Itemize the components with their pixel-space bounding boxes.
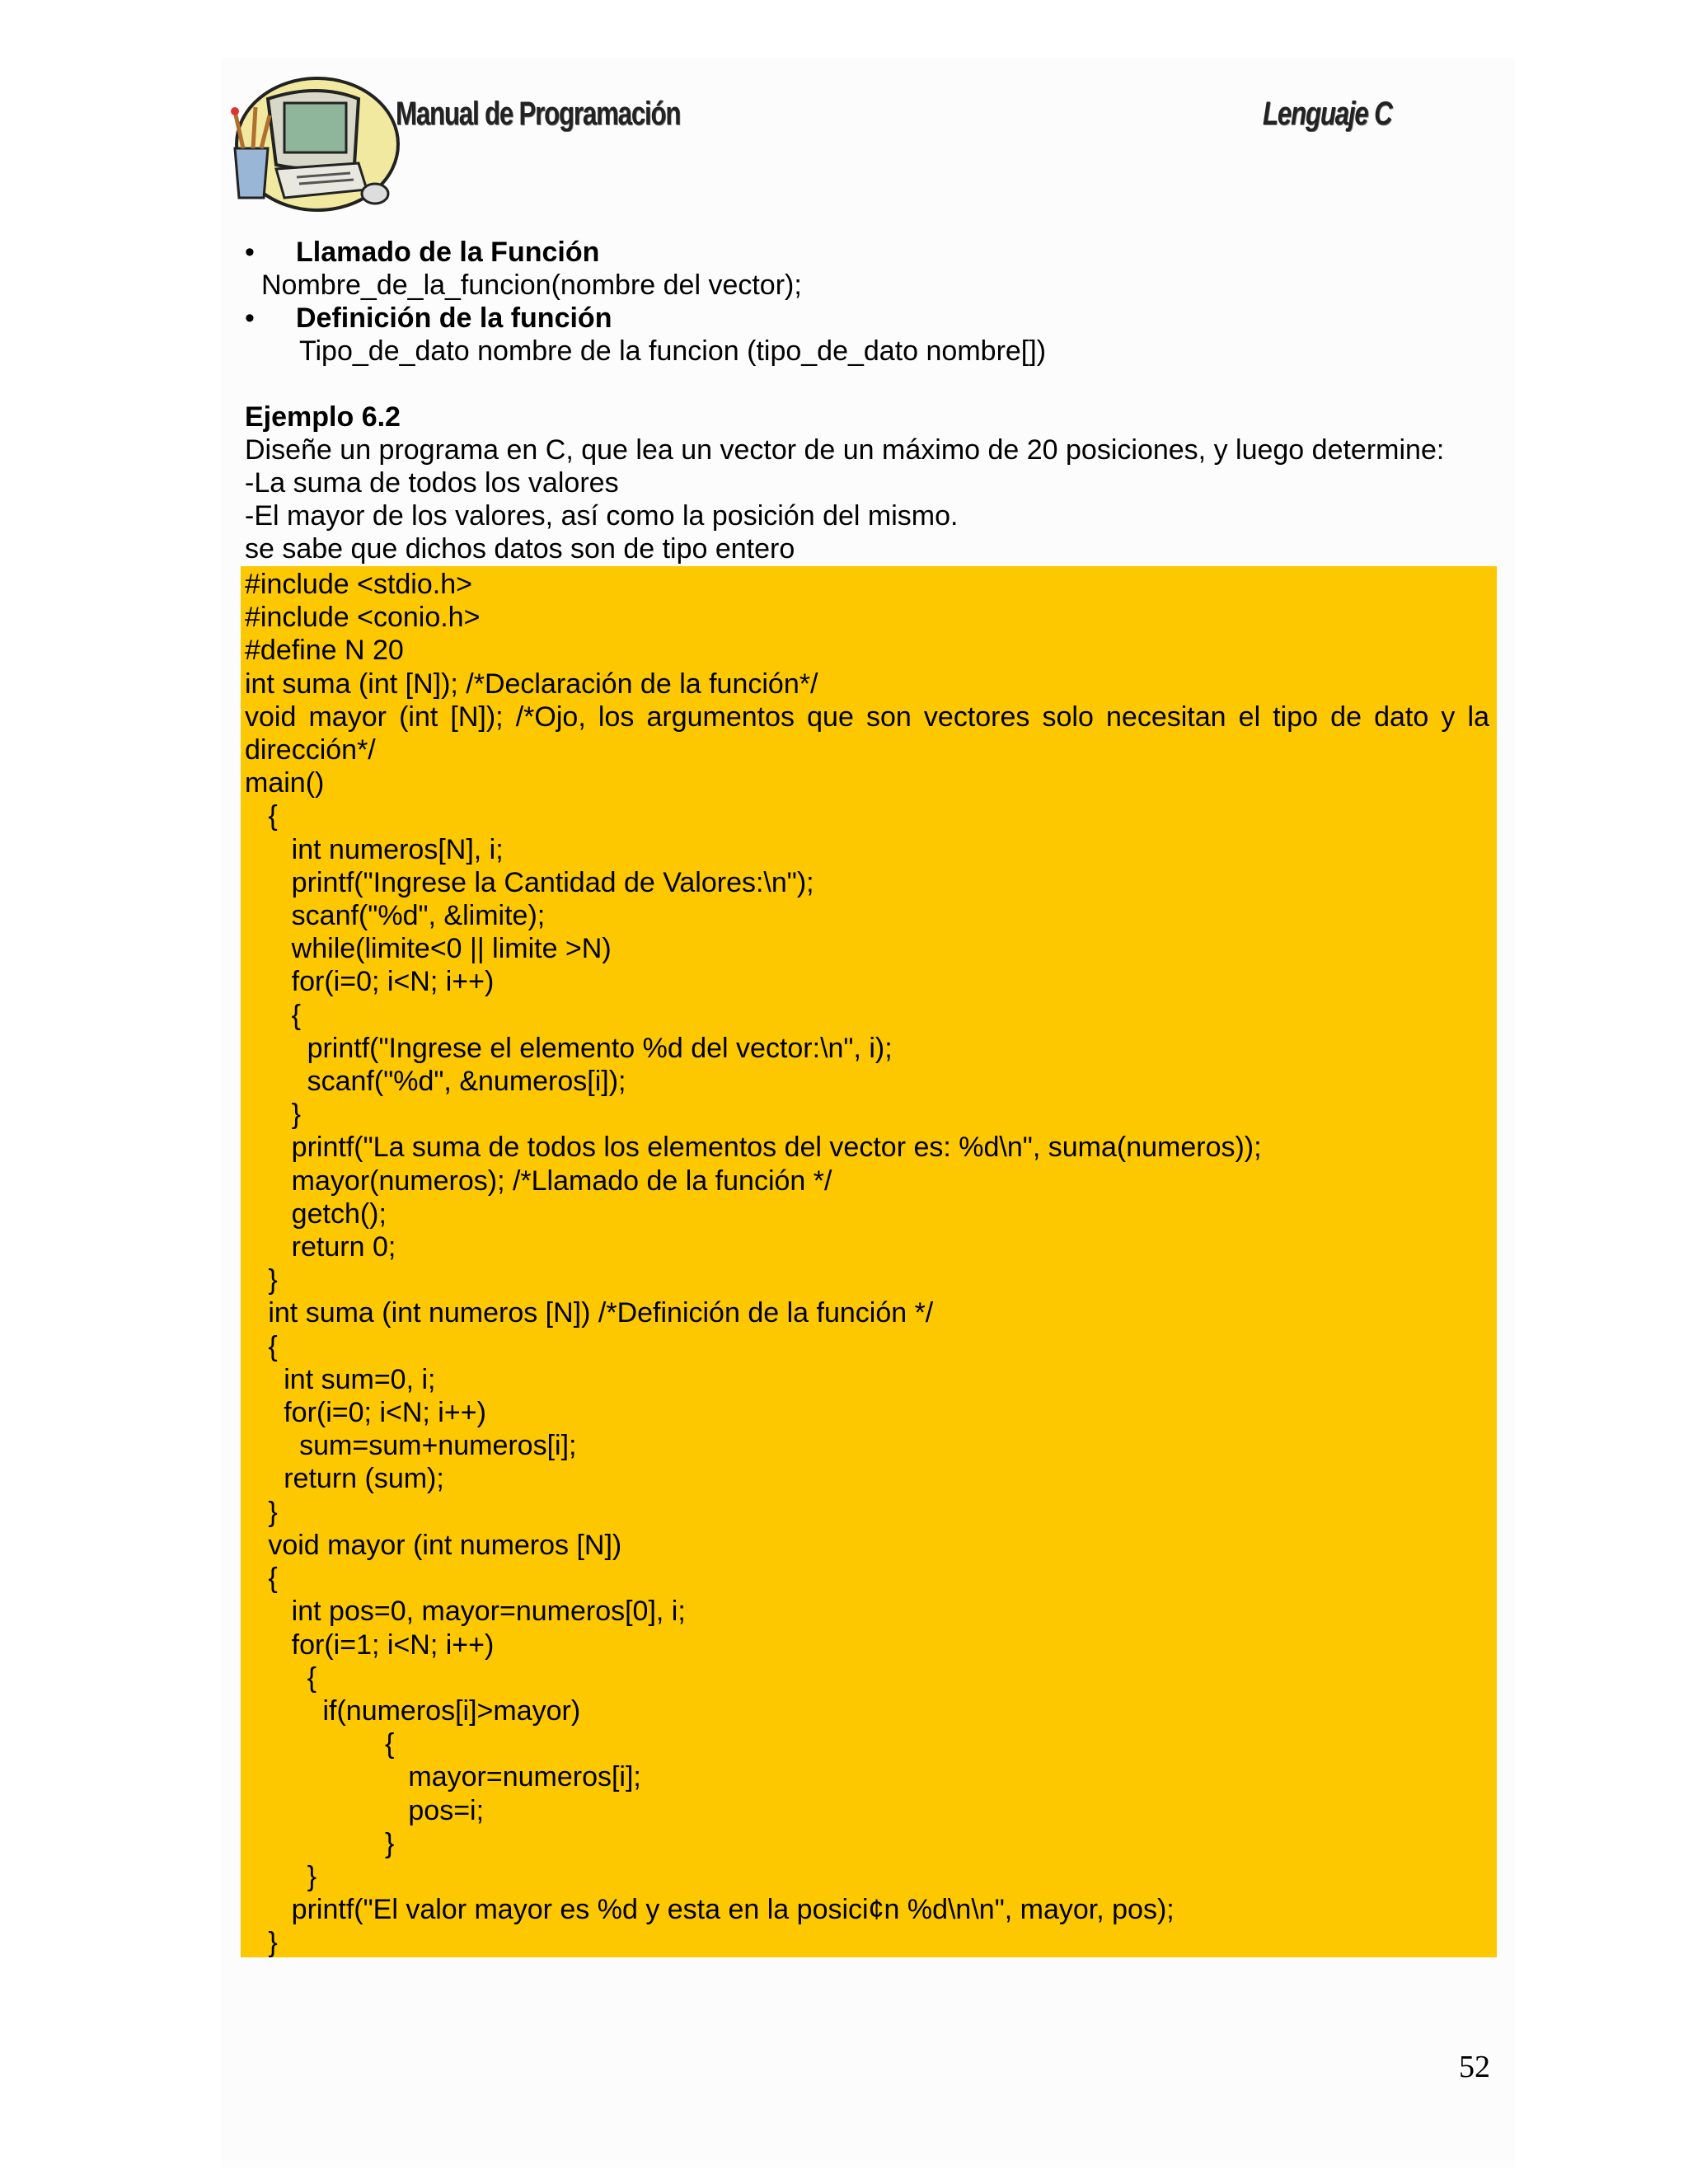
code-line: void mayor (int numeros [N])	[245, 1529, 622, 1561]
code-line: for(i=0; i<N; i++)	[245, 966, 495, 998]
code-line: #define N 20	[245, 635, 404, 667]
code-line: mayor(numeros); /*Llamado de la función */	[245, 1165, 832, 1197]
code-line: for(i=1; i<N; i++)	[245, 1629, 495, 1661]
code-line: int numeros[N], i;	[245, 833, 504, 865]
code-line: mayor=numeros[i];	[245, 1761, 641, 1793]
example-line: se sabe que dichos datos son de tipo entero	[245, 533, 795, 565]
function-call-syntax: Nombre_de_la_funcion(nombre del vector);	[261, 269, 802, 301]
code-line: }	[245, 1860, 316, 1892]
code-line: void mayor (int [N]); /*Ojo, los argumentos que son vectores solo necesitan el tipo de dato y la	[245, 701, 1489, 733]
example-line: -El mayor de los valores, así como la posición del mismo.	[245, 500, 959, 532]
code-line: }	[245, 1927, 278, 1959]
header-manual-title: Manual de Programación	[396, 96, 681, 132]
code-line: {	[245, 1563, 278, 1595]
code-line: printf("Ingrese el elemento %d del vector:\n", i);	[245, 1032, 893, 1064]
code-line: {	[245, 1728, 395, 1760]
header-language-title: Lenguaje C	[1263, 96, 1392, 132]
code-line: dirección*/	[245, 734, 376, 766]
code-line: while(limite<0 || limite >N)	[245, 933, 612, 965]
code-line: }	[245, 1827, 395, 1859]
code-line: main()	[245, 767, 325, 799]
code-line: int suma (int [N]); /*Declaración de la función*/	[245, 668, 818, 700]
example-title: Ejemplo 6.2	[245, 401, 401, 433]
example-line: Diseñe un programa en C, que lea un vector de un máximo de 20 posiciones, y luego determine:	[245, 434, 1445, 466]
code-line: sum=sum+numeros[i];	[245, 1430, 577, 1462]
code-line: scanf("%d", &numeros[i]);	[245, 1066, 626, 1098]
page-number: 52	[1459, 2050, 1490, 2084]
code-line: #include <conio.h>	[245, 602, 481, 634]
code-line: getch();	[245, 1197, 387, 1230]
code-line: {	[245, 1330, 278, 1362]
body-text	[245, 236, 1498, 565]
code-line: return (sum);	[245, 1463, 444, 1495]
code-line: }	[245, 1099, 302, 1131]
code-line: }	[245, 1496, 278, 1528]
code-block	[241, 566, 1497, 1957]
bullet-function-call: • Llamado de la Función	[245, 236, 1498, 269]
code-line: {	[245, 999, 302, 1031]
code-line: int sum=0, i;	[245, 1363, 436, 1395]
code-line: pos=i;	[245, 1794, 485, 1826]
bullet-function-definition: • Definición de la función	[245, 302, 1498, 335]
code-line: int suma (int numeros [N]) /*Definición de la función */	[245, 1297, 934, 1329]
code-line: int pos=0, mayor=numeros[0], i;	[245, 1596, 686, 1628]
code-lines	[245, 568, 1489, 1960]
code-line: }	[245, 1264, 278, 1296]
function-definition-syntax: Tipo_de_dato nombre de la funcion (tipo_de_dato nombre[])	[299, 335, 1047, 367]
code-line: printf("Ingrese la Cantidad de Valores:\n");	[245, 866, 814, 898]
code-line: printf("La suma de todos los elementos del vector es: %d\n", suma(numeros));	[245, 1132, 1262, 1164]
example-line: -La suma de todos los valores	[245, 467, 619, 499]
code-line: {	[245, 800, 278, 832]
code-line: if(numeros[i]>mayor)	[245, 1694, 581, 1727]
code-line: return 0;	[245, 1231, 396, 1263]
computer-clipart-logo	[218, 66, 400, 223]
code-line: {	[245, 1661, 316, 1694]
code-line: #include <stdio.h>	[245, 569, 472, 600]
code-line: scanf("%d", &limite);	[245, 900, 546, 932]
code-line: for(i=0; i<N; i++)	[245, 1397, 486, 1429]
code-line: printf("El valor mayor es %d y esta en la posici¢n %d\n\n", mayor, pos);	[245, 1894, 1175, 1926]
